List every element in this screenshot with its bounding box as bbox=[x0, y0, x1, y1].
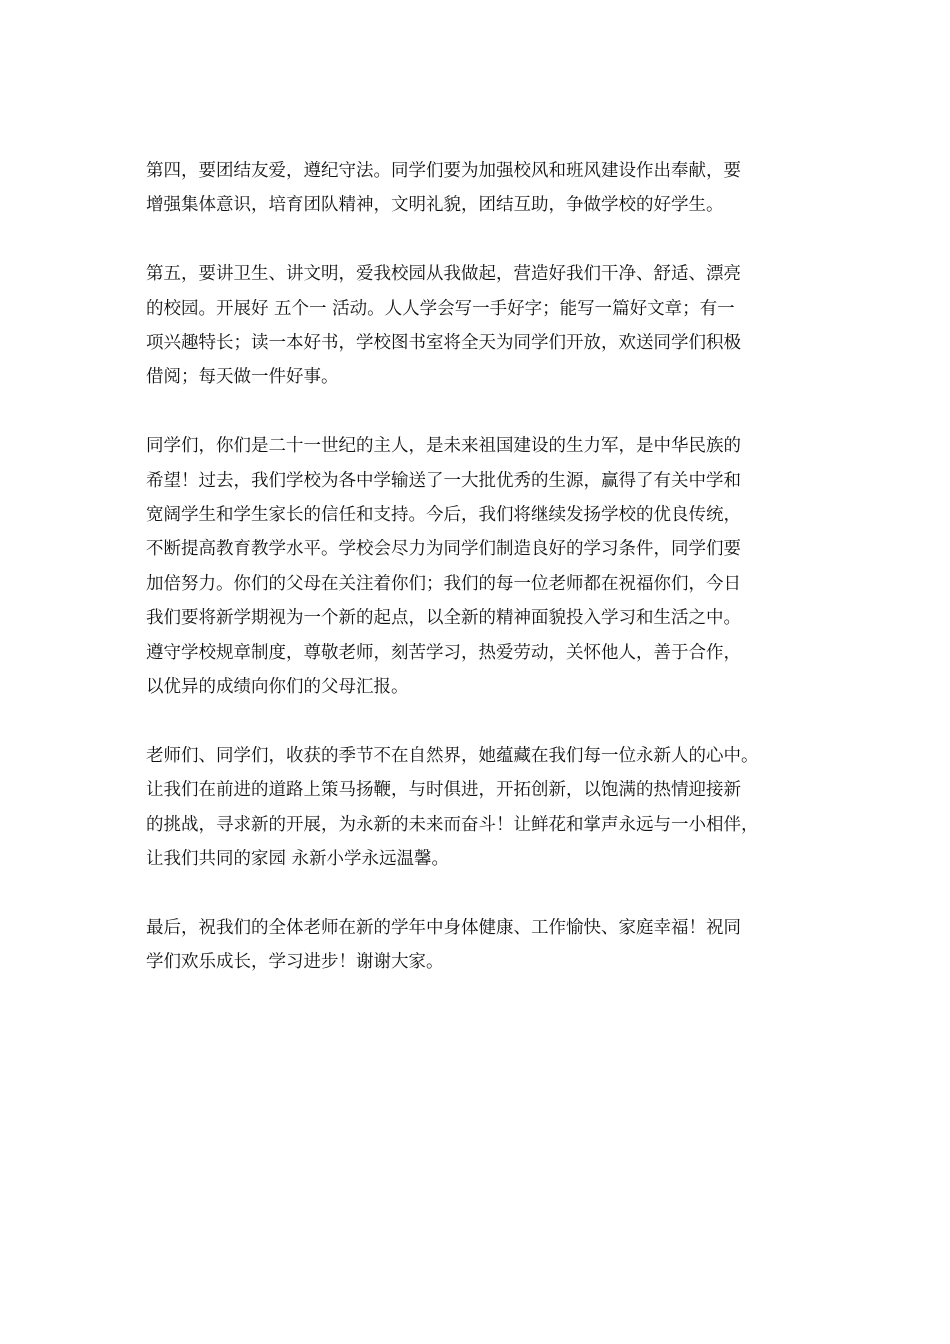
text-line: 增强集体意识，培育团队精神，文明礼貌，团结互助，争做学校的好学生。 bbox=[146, 195, 724, 216]
text-line: 以优异的成绩向你们的父母汇报。 bbox=[146, 677, 409, 698]
text-line: 借阅；每天做一件好事。 bbox=[146, 367, 339, 388]
text-line: 宽阔学生和学生家长的信任和支持。今后，我们将继续发扬学校的优良传统， bbox=[146, 505, 741, 526]
text-line: 项兴趣特长；读一本好书，学校图书室将全天为同学们开放，欢送同学们积极 bbox=[146, 333, 741, 354]
text-line: 加倍努力。你们的父母在关注着你们；我们的每一位老师都在祝福你们，今日 bbox=[146, 573, 741, 594]
text-line: 的校园。开展好 五个一 活动。人人学会写一手好字；能写一篇好文章；有一 bbox=[146, 298, 735, 319]
text-line: 同学们，你们是二十一世纪的主人，是未来祖国建设的生力军，是中华民族的 bbox=[146, 436, 741, 457]
paragraph-4 bbox=[146, 154, 826, 223]
text-line: 让我们共同的家园 永新小学永远温馨。 bbox=[146, 849, 450, 870]
paragraph-students bbox=[146, 429, 826, 704]
text-line: 最后，祝我们的全体老师在新的学年中身体健康、工作愉快、家庭幸福！祝同 bbox=[146, 917, 741, 938]
document-body bbox=[146, 154, 826, 1014]
text-line: 老师们、同学们，收获的季节不在自然界，她蕴藏在我们每一位永新人的心中。 bbox=[146, 745, 759, 766]
text-line: 我们要将新学期视为一个新的起点，以全新的精神面貌投入学习和生活之中。 bbox=[146, 608, 741, 629]
paragraph-5 bbox=[146, 257, 826, 395]
text-line: 第五，要讲卫生、讲文明，爱我校园从我做起，营造好我们干净、舒适、漂亮 bbox=[146, 264, 741, 285]
text-line: 第四，要团结友爱，遵纪守法。同学们要为加强校风和班风建设作出奉献，要 bbox=[146, 161, 741, 181]
paragraph-teachers-students bbox=[146, 739, 826, 877]
text-line: 遵守学校规章制度，尊敬老师，刻苦学习，热爱劳动，关怀他人，善于合作， bbox=[146, 642, 741, 663]
text-line: 的挑战，寻求新的开展，为永新的未来而奋斗！让鲜花和掌声永远与一小相伴， bbox=[146, 814, 759, 835]
text-line: 希望！过去，我们学校为各中学输送了一大批优秀的生源，赢得了有关中学和 bbox=[146, 470, 741, 491]
text-line: 让我们在前进的道路上策马扬鞭，与时俱进，开拓创新，以饱满的热情迎接新 bbox=[146, 780, 741, 801]
text-line: 学们欢乐成长，学习进步！谢谢大家。 bbox=[146, 952, 444, 973]
paragraph-closing bbox=[146, 911, 826, 980]
text-line: 不断提高教育教学水平。学校会尽力为同学们制造良好的学习条件，同学们要 bbox=[146, 539, 741, 560]
